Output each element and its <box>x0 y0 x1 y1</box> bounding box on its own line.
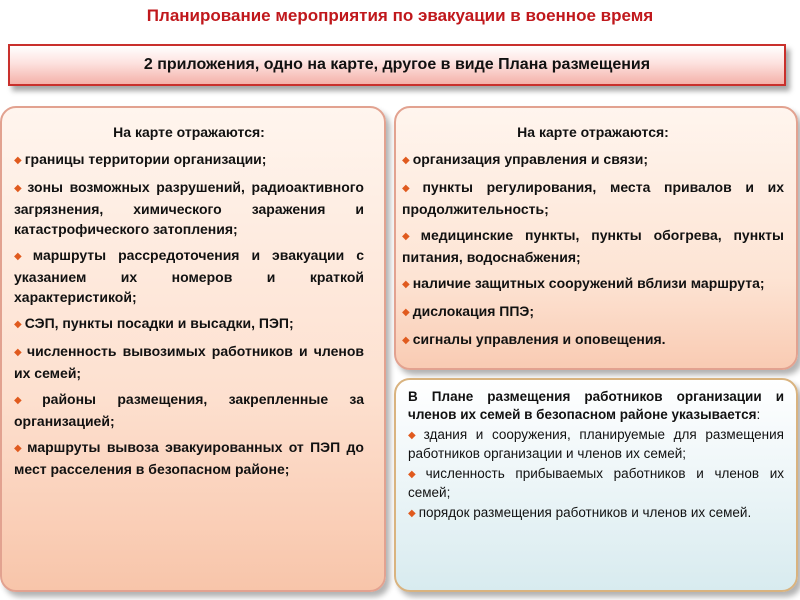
list-item: ◆ пункты регулирования, места привалов и их продолжительность; <box>402 179 784 217</box>
list-item: ◆ организация управления и связи; <box>402 151 649 167</box>
diamond-bullet-icon: ◆ <box>402 231 418 242</box>
subtitle-banner <box>8 44 786 86</box>
map-items-panel-left <box>0 106 386 592</box>
list-item: ◆ маршруты вывоза эвакуированных от ПЭП до мест расселения в безопасном районе; <box>14 439 364 477</box>
map-items-panel-right <box>394 106 798 370</box>
diamond-bullet-icon: ◆ <box>402 279 410 290</box>
diamond-bullet-icon: ◆ <box>14 395 40 406</box>
diamond-bullet-icon: ◆ <box>14 443 25 454</box>
diamond-bullet-icon: ◆ <box>402 155 410 166</box>
list-item: ◆ сигналы управления и оповещения. <box>402 331 666 347</box>
list-item: ◆ численность прибываемых работников и членов их семей; <box>408 466 784 500</box>
diamond-bullet-icon: ◆ <box>402 335 410 346</box>
diamond-bullet-icon: ◆ <box>14 183 25 194</box>
list-item: ◆ численность вывозимых работников и членов их семей; <box>14 343 364 381</box>
right-panel-heading: На карте отражаются: <box>517 124 669 140</box>
diamond-bullet-icon: ◆ <box>408 430 421 441</box>
list-item: ◆ районы размещения, закрепленные за организацией; <box>14 391 364 429</box>
list-item: ◆ здания и сооружения, планируемые для размещения работников организации и членов их семей; <box>408 427 784 461</box>
list-item: ◆ порядок размещения работников и членов их семей. <box>408 505 752 520</box>
list-item: ◆ наличие защитных сооружений вблизи маршрута; <box>402 275 765 291</box>
list-item: ◆ дислокация ППЭ; <box>402 303 535 319</box>
diamond-bullet-icon: ◆ <box>408 469 423 480</box>
diamond-bullet-icon: ◆ <box>14 155 22 166</box>
placement-plan-intro: В Плане размещения работников организации и членов их семей в безопасном районе указывается: <box>408 389 784 422</box>
subtitle-text: 2 приложения, одно на карте, другое в виде Плана размещения <box>143 56 651 73</box>
page-title: Планирование мероприятия по эвакуации в военное время <box>146 6 654 25</box>
diamond-bullet-icon: ◆ <box>14 347 24 358</box>
list-item: ◆ СЭП, пункты посадки и высадки, ПЭП; <box>14 315 294 331</box>
diamond-bullet-icon: ◆ <box>14 319 22 330</box>
list-item: ◆ маршруты рассредоточения и эвакуации с указанием их номеров и краткой характеристикой; <box>14 247 364 305</box>
left-panel-heading: На карте отражаются: <box>113 124 265 140</box>
diamond-bullet-icon: ◆ <box>402 183 420 194</box>
placement-plan-panel <box>394 378 798 592</box>
diamond-bullet-icon: ◆ <box>14 251 30 262</box>
list-item: ◆ зоны возможных разрушений, радиоактивного загрязнения, химического заражения и катастрофического затопления; <box>14 179 364 237</box>
list-item: ◆ медицинские пункты, пункты обогрева, пункты питания, водоснабжения; <box>402 227 784 265</box>
list-item: ◆ границы территории организации; <box>14 151 267 167</box>
diamond-bullet-icon: ◆ <box>408 508 416 519</box>
diamond-bullet-icon: ◆ <box>402 307 410 318</box>
